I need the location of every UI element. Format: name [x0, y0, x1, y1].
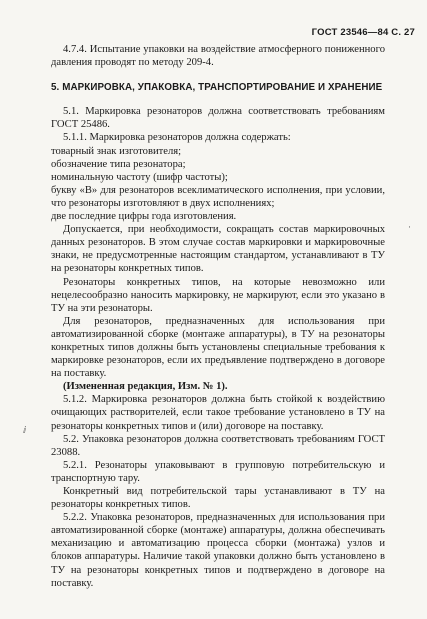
paragraph-unmarked: Резонаторы конкретных типов, на которые невозможно или нецелесообразно наносить маркировку, не маркируют, если это указано в ТУ на эти резонаторы. [51, 276, 385, 314]
list-item: две последние цифры года изготовления. [51, 211, 237, 223]
list-item: обозначение типа резонатора; [51, 158, 186, 170]
document-body [51, 43, 385, 590]
paragraph-5-2: 5.2. Упаковка резонаторов должна соответствовать требованиям ГОСТ 23088. [51, 433, 385, 458]
paragraph-5-2-2: 5.2.2. Упаковка резонаторов, предназначенных для использования при автоматизированной сборке (монтаже) аппаратуры, должна обеспечивать механизацию и автоматизацию процесса сборки (монтажа) узлов и блоков аппаратуры. Наличие такой упаковки должно быть установлено в ТУ на резонаторы конкретных типов и подтверждено в договоре на поставку. [51, 512, 385, 589]
section-heading-5: 5. МАРКИРОВКА, УПАКОВКА, ТРАНСПОРТИРОВАНИЕ И ХРАНЕНИЕ [51, 82, 383, 94]
page-header: ГОСТ 23546—84 С. 27 [311, 27, 415, 38]
paragraph-5-1: 5.1. Маркировка резонаторов должна соответствовать требованиям ГОСТ 25486. [51, 106, 385, 131]
list-item: букву «В» для резонаторов всеклиматического исполнения, при условии, что резонаторы изготовляют в двух исполнениях; [51, 184, 385, 209]
paragraph-automated-assembly: Для резонаторов, предназначенных для использования при автоматизированной сборке (монтаже аппаратуры), в ТУ на резонаторы конкретных типов должны быть установлены специальные требования к маркировке резонаторов, если их предъявление подтверждено в договоре на поставку. [51, 315, 385, 380]
margin-dot: · [408, 222, 411, 232]
paragraph-5-2-1: 5.2.1. Резонаторы упаковывают в групповую потребительскую и транспортную тару. [51, 459, 385, 484]
margin-mark: ⅈ [23, 425, 27, 435]
paragraph-5-1-1: 5.1.1. Маркировка резонаторов должна содержать: [63, 132, 291, 144]
paragraph-consumer-tare: Конкретный вид потребительской тары устанавливают в ТУ на резонаторы конкретных типов. [51, 486, 385, 511]
paragraph-4-7-4: 4.7.4. Испытание упаковки на воздействие атмосферного пониженного давления проводят по методу 209-4. [51, 44, 385, 69]
paragraph-allowance: Допускается, при необходимости, сокращать состав маркировочных данных резонаторов. В этом случае состав маркировки и маркировочные знаки, не предусмотренные настоящим стандартом, устанавливают в ТУ на резонаторы конкретных типов. [51, 224, 385, 275]
list-item: товарный знак изготовителя; [51, 145, 182, 157]
paragraph-5-1-2: 5.1.2. Маркировка резонаторов должна быть стойкой к воздействию очищающих растворителей, если такое требование установлено в ТУ на резонаторы конкретных типов и (или) договоре на поставку. [51, 394, 385, 432]
list-item: номинальную частоту (шифр частоты); [51, 171, 228, 183]
amendment-note: (Измененная редакция, Изм. № 1). [63, 381, 228, 393]
